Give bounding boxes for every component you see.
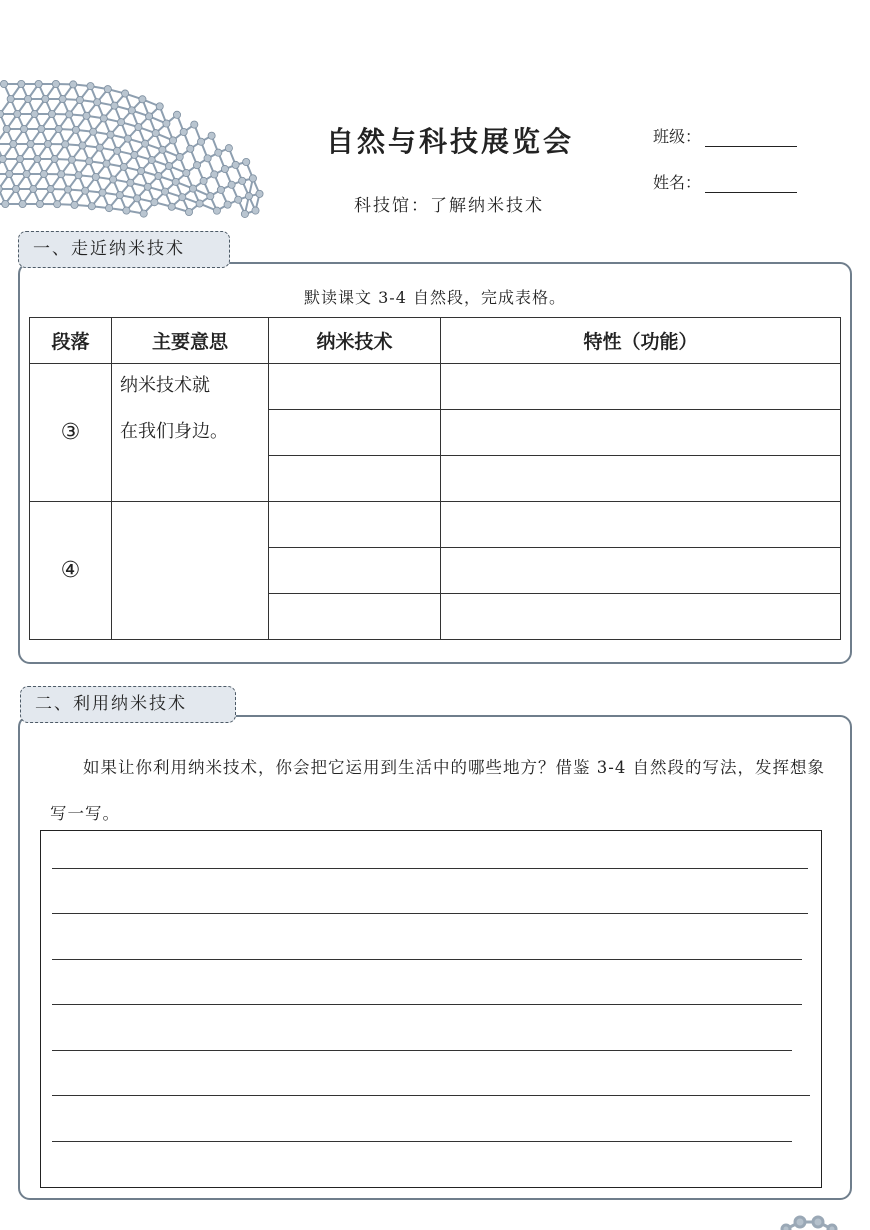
- nanotech-cell[interactable]: [269, 594, 441, 640]
- section2-tab: 二、利用纳米技术: [20, 686, 236, 723]
- header-main-idea: 主要意思: [112, 318, 269, 364]
- class-label: 班级：: [653, 127, 702, 146]
- section2-prompt: 如果让你利用纳米技术，你会把它运用到生活中的哪些地方？借鉴 3-4 自然段的写法，发挥想象写一写。: [50, 758, 826, 823]
- name-field[interactable]: [653, 170, 797, 193]
- writing-line[interactable]: [52, 959, 802, 960]
- header-nanotech: 纳米技术: [269, 318, 441, 364]
- main-idea-cell: [112, 364, 269, 502]
- feature-cell[interactable]: [441, 594, 841, 640]
- header-feature: 特性（功能）: [441, 318, 841, 364]
- feature-cell[interactable]: [441, 410, 841, 456]
- section1-tab: 一、走近纳米技术: [18, 231, 230, 268]
- table-row: [30, 502, 841, 548]
- reading-table: [29, 317, 841, 640]
- writing-line[interactable]: [52, 868, 808, 869]
- writing-line[interactable]: [52, 1095, 810, 1096]
- nanotech-cell[interactable]: [269, 410, 441, 456]
- feature-cell[interactable]: [441, 502, 841, 548]
- writing-area[interactable]: [40, 830, 822, 1188]
- table-row: [30, 364, 841, 410]
- table-header-row: [30, 318, 841, 364]
- page-subtitle: 科技馆：了解纳米技术: [354, 196, 544, 216]
- page-title: 自然与科技展览会: [325, 125, 574, 158]
- writing-line[interactable]: [52, 1141, 792, 1142]
- paragraph-cell: ③: [30, 364, 112, 502]
- class-input-line[interactable]: [705, 130, 797, 147]
- molecule-decoration: [760, 1212, 850, 1230]
- main-idea-cell[interactable]: [112, 502, 269, 640]
- main-idea-line: 纳米技术就: [120, 375, 210, 396]
- feature-cell[interactable]: [441, 364, 841, 410]
- header-paragraph: 段落: [30, 318, 112, 364]
- nanotech-cell[interactable]: [269, 502, 441, 548]
- nanotech-cell[interactable]: [269, 364, 441, 410]
- section1-instruction: 默读课文 3-4 自然段，完成表格。: [304, 288, 566, 307]
- name-input-line[interactable]: [705, 176, 797, 193]
- nanotech-cell[interactable]: [269, 548, 441, 594]
- writing-line[interactable]: [52, 913, 808, 914]
- name-label: 姓名：: [653, 173, 702, 192]
- class-field[interactable]: [653, 124, 797, 147]
- nanotech-cell[interactable]: [269, 456, 441, 502]
- feature-cell[interactable]: [441, 548, 841, 594]
- writing-line[interactable]: [52, 1004, 802, 1005]
- main-idea-line: 在我们身边。: [120, 421, 228, 442]
- writing-line[interactable]: [52, 1050, 792, 1051]
- paragraph-cell: ④: [30, 502, 112, 640]
- feature-cell[interactable]: [441, 456, 841, 502]
